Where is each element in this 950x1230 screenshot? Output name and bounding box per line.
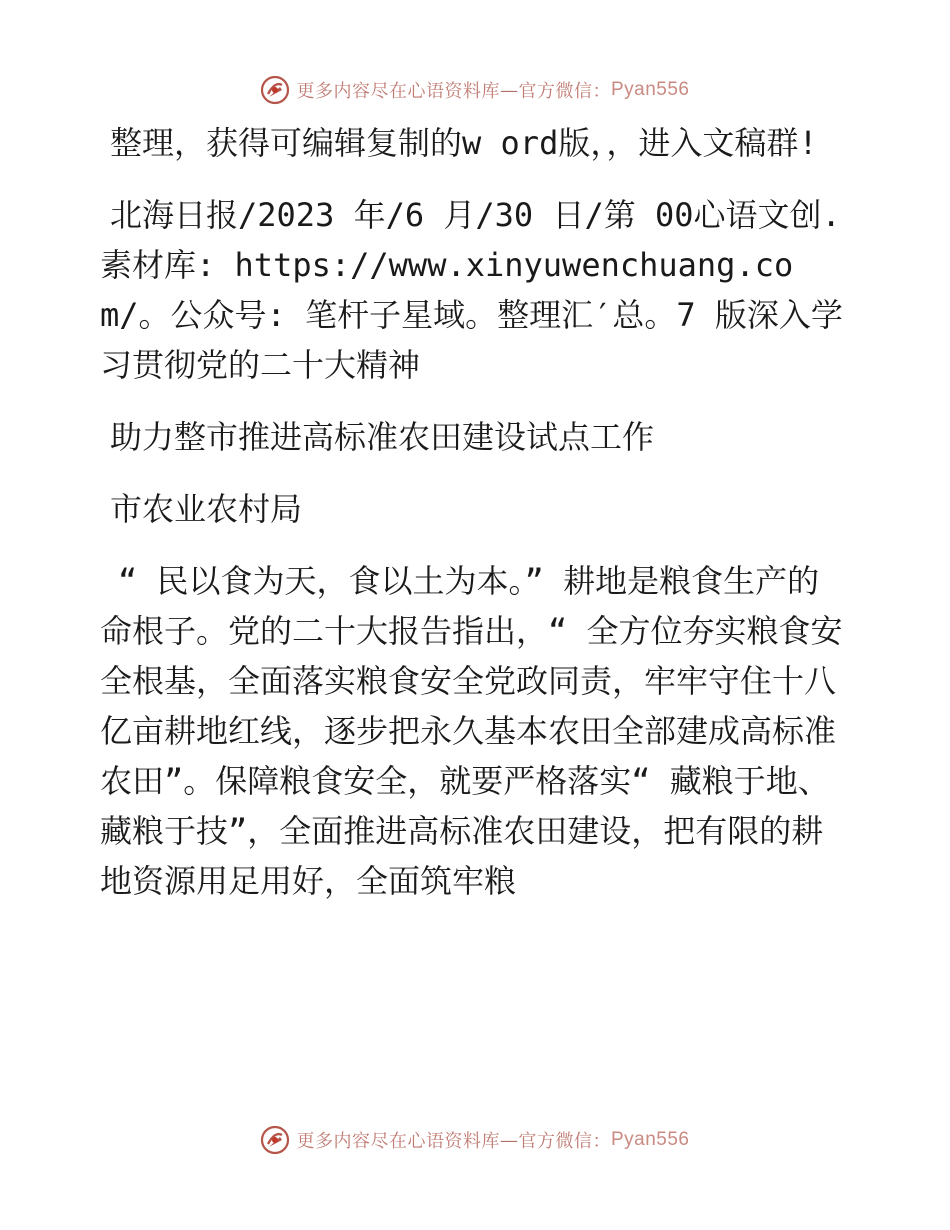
article-author: 市农业农村局 [110, 490, 303, 528]
banner-wechat-label: 官方微信： [518, 1131, 611, 1152]
banner-separator: — [499, 79, 519, 101]
banner-wechat-id: Pyan556 [610, 1129, 690, 1150]
article-title: 助力整市推进高标准农田建设试点工作 [110, 418, 655, 456]
document-body [100, 118, 850, 928]
header-banner [0, 70, 950, 110]
footer-banner [0, 1120, 950, 1160]
banner-wechat-id: Pyan556 [610, 79, 690, 100]
banner-wechat-label: 官方微信： [518, 81, 611, 102]
paragraph-body: “ 民以食为天，食以土为本。” 耕地是粮食生产的命根子。党的二十大报告指出，“ 全方位夯实粮食安全根基，全面落实粮食安全党政同责，牢牢守住十八亿亩耕地红线，逐步把永久基本农田全部建成高标准农田”。保障粮食安全，就要严格落实“ 藏粮于地、藏粮于技”，全面推进高标准农田建设，把有限的耕地资源用足用好，全面筑牢粮 [100, 562, 843, 900]
logo-icon [260, 1125, 290, 1155]
logo-icon [260, 75, 290, 105]
banner-separator: — [499, 1129, 519, 1151]
paragraph-intro: 整理，获得可编辑复制的w ord版，，进入文稿群! [110, 124, 818, 162]
banner-text: 更多内容尽在心语资料库 [296, 1131, 500, 1152]
paragraph-source: 北海日报/2023 年/6 月/30 日/第 00心语文创.素材库: https://www.xinyuwenchuang.com/。公众号: 笔杆子星域。整理汇′总。7 版深入学习贯彻党的二十大精神 [100, 196, 843, 384]
banner-text: 更多内容尽在心语资料库 [296, 81, 500, 102]
